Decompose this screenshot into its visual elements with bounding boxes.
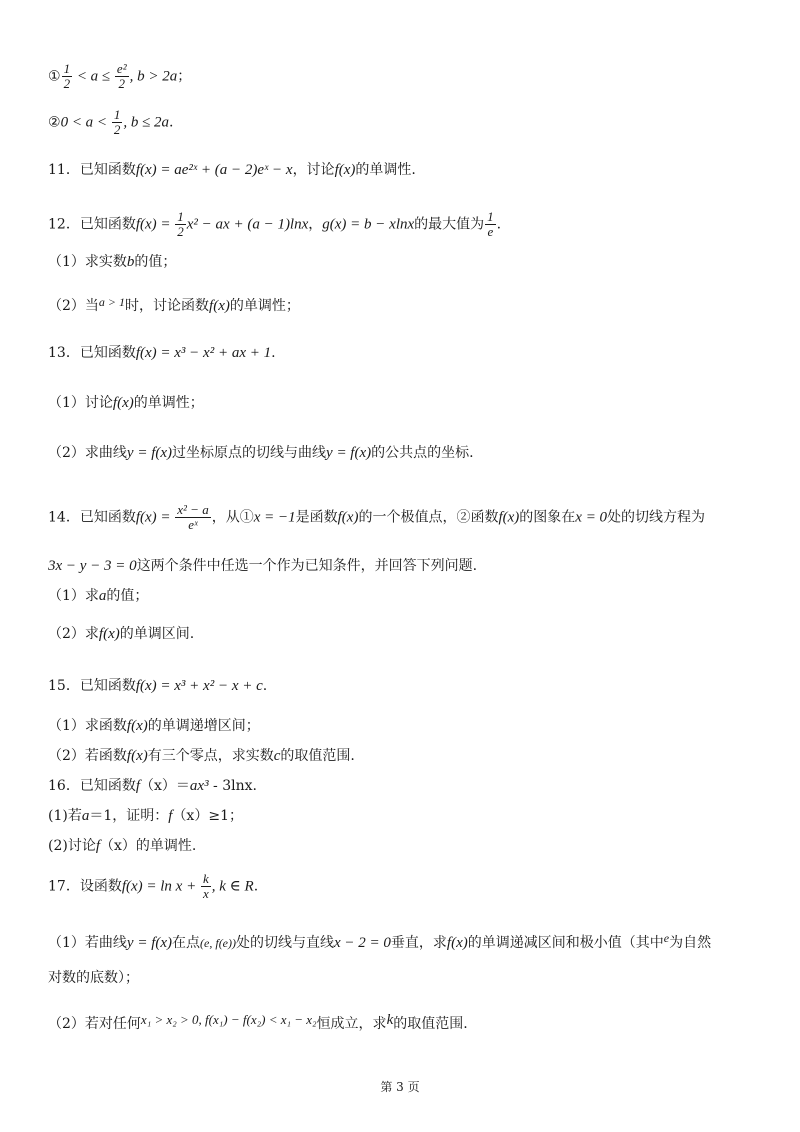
numerator: 1	[113, 107, 121, 122]
text: 16．已知函数	[48, 778, 136, 794]
math: x = 0	[575, 509, 608, 526]
math: a > 1	[98, 295, 126, 309]
circled-2: ②	[48, 114, 61, 131]
problem-15-part-1	[48, 716, 760, 736]
problem-13	[48, 343, 760, 363]
text: (2)讨论	[48, 838, 96, 854]
text: （x）的单调性.	[100, 838, 197, 854]
text: （2）若对任何	[48, 1016, 141, 1032]
math: , b ≤ 2a	[123, 114, 170, 131]
problem-16-part-1	[48, 806, 760, 826]
math: f(x)	[126, 748, 148, 764]
text: 的单调递减区间和极小值（其中	[467, 935, 664, 951]
fraction	[485, 210, 496, 239]
math: f	[168, 808, 173, 824]
text: 的图象在	[519, 509, 576, 526]
problem-17-part-1	[48, 928, 760, 953]
punct: .	[271, 345, 276, 361]
text: 的值；	[106, 588, 149, 604]
text: 的单调递增区间；	[147, 718, 260, 734]
math: < a ≤	[73, 68, 114, 85]
problem-13-part-1	[48, 393, 760, 413]
math: f(x)	[98, 626, 120, 642]
math: a	[98, 588, 107, 604]
fraction	[112, 108, 123, 137]
numerator: 1	[177, 209, 184, 224]
math: y = f(x)	[326, 445, 372, 461]
math: f(x)	[337, 509, 359, 526]
problem-15	[48, 676, 760, 696]
text: ，讨论	[292, 162, 335, 178]
text: ＝1，证明：	[89, 808, 169, 824]
text: （2）求曲线	[48, 445, 127, 461]
fraction	[175, 210, 186, 239]
math: f(x) = x³ − x² + ax + 1	[135, 345, 272, 361]
text: （1）求实数	[48, 254, 127, 270]
problem-12	[48, 210, 760, 239]
text: （x）≥1；	[172, 808, 243, 824]
numerator: 1	[63, 61, 71, 76]
math: x − 2 = 0	[334, 935, 391, 951]
text: 15．已知函数	[48, 678, 136, 694]
text: 12．已知函数	[48, 216, 136, 233]
text: 的单调性；	[229, 298, 300, 314]
math: y = f(x)	[126, 935, 173, 951]
text: 垂直，求	[390, 935, 447, 951]
text: （x）＝	[140, 778, 190, 794]
denominator: 2	[113, 122, 121, 137]
math: f(x) = ln x +	[121, 878, 200, 895]
text: （2）当	[48, 298, 99, 314]
math: , b > 2a	[129, 68, 178, 85]
circled-1: ①	[48, 68, 61, 85]
text: 14．已知函数	[48, 509, 136, 526]
numerator: x² − a	[177, 502, 209, 517]
fraction	[175, 503, 210, 532]
problem-14-cont	[48, 556, 760, 576]
math: f(x)	[126, 718, 148, 734]
math: f	[95, 838, 101, 854]
punct: .	[169, 114, 174, 131]
text: 的取值范围.	[280, 748, 355, 764]
math: 3x − y − 3 = 0	[48, 558, 137, 574]
text: 恒成立，求	[316, 1016, 387, 1032]
math: f(x) =	[135, 216, 175, 233]
text: 11．已知函数	[48, 162, 136, 178]
math: , k ∈ R	[211, 878, 254, 895]
problem-14-part-2	[48, 624, 760, 644]
denominator: 2	[118, 76, 125, 91]
math: f(x)	[334, 162, 356, 178]
text: - 3lnx.	[208, 778, 257, 794]
denominator: e	[487, 224, 494, 239]
fraction	[115, 62, 129, 91]
denominator: eˣ	[188, 517, 198, 532]
text: （2）求	[48, 626, 99, 642]
text: 17．设函数	[48, 878, 122, 895]
text: 的值；	[134, 254, 177, 270]
math: f(x)	[209, 298, 230, 314]
text: ，	[308, 216, 323, 233]
problem-16	[48, 776, 760, 796]
denominator: 2	[63, 76, 71, 91]
text: 这两个条件中任选一个作为已知条件，并回答下列问题.	[136, 558, 478, 574]
math: x² − ax + (a − 1)lnx	[186, 216, 309, 233]
page-number: 第 3 页	[380, 1080, 420, 1094]
math: f(x) =	[135, 509, 175, 526]
text: 对数的底数）；	[48, 970, 139, 986]
text: 是函数	[295, 509, 338, 526]
text: 在点	[172, 935, 201, 951]
math: a	[81, 808, 90, 824]
punct: .	[253, 878, 259, 895]
math: c	[273, 748, 281, 764]
math: f(x)	[498, 509, 520, 526]
problem-16-part-2	[48, 836, 760, 856]
text: 为自然	[669, 935, 712, 951]
text: 过坐标原点的切线与曲线	[172, 445, 327, 461]
problem-17	[48, 872, 760, 901]
problem-17-part-2	[48, 1010, 760, 1034]
problem-12-part-2	[48, 292, 760, 316]
text: 的单调性；	[133, 395, 204, 411]
problem-11	[48, 160, 760, 180]
math: 0 < a <	[60, 114, 111, 131]
math: f(x)	[112, 395, 134, 411]
text: 的公共点的坐标.	[371, 445, 474, 461]
math: y = f(x)	[126, 445, 173, 461]
numerator: e²	[116, 61, 127, 76]
text: 的单调性.	[355, 162, 416, 178]
punct: .	[496, 216, 502, 233]
math: b	[126, 254, 135, 270]
punct: .	[262, 678, 268, 694]
numerator: 1	[487, 209, 494, 224]
problem-14-part-1	[48, 586, 760, 606]
math: f(x) = ae²ˣ + (a − 2)eˣ − x	[135, 162, 293, 178]
text: （1）讨论	[48, 395, 113, 411]
text: 的最大值为	[414, 216, 485, 233]
math: f	[135, 778, 140, 794]
text: (1)若	[48, 808, 82, 824]
math: g(x) = b − xlnx	[322, 216, 415, 233]
text: 的取值范围.	[393, 1016, 468, 1032]
fraction	[62, 62, 73, 91]
denominator: x	[202, 886, 209, 901]
text: 处的切线与直线	[236, 935, 335, 951]
denominator: 2	[177, 224, 184, 239]
text: 处的切线方程为	[607, 509, 706, 526]
punct: ；	[177, 68, 192, 85]
math: ax³	[189, 778, 209, 794]
math: f(x) = x³ + x² − x + c	[135, 678, 263, 694]
math: e	[663, 931, 670, 945]
math: (e, f(e))	[200, 936, 237, 950]
condition-2	[48, 108, 760, 137]
math: f(x)	[446, 935, 468, 951]
math: x₁ > x₂ > 0, f(x₁) − f(x₂) < x₁ − x₂	[140, 1012, 317, 1027]
text: 的单调区间.	[119, 626, 195, 642]
text: （1）求函数	[48, 718, 127, 734]
problem-12-part-1	[48, 252, 760, 272]
text: 时，讨论函数	[125, 298, 210, 314]
problem-15-part-2	[48, 746, 760, 766]
text: （2）若函数	[48, 748, 127, 764]
text: ，从①	[211, 509, 254, 526]
text: 13．已知函数	[48, 345, 136, 361]
condition-1	[48, 62, 760, 91]
text: （1）求	[48, 588, 99, 604]
text: 有三个零点，求实数	[147, 748, 274, 764]
text: （1）若曲线	[48, 935, 127, 951]
problem-13-part-2	[48, 443, 760, 463]
text: 的一个极值点，②函数	[358, 509, 499, 526]
math: x = −1	[253, 509, 296, 526]
problem-14	[48, 503, 760, 532]
problem-17-part-1-cont	[48, 968, 760, 988]
fraction	[201, 872, 211, 901]
math: k	[386, 1012, 394, 1028]
numerator: k	[202, 871, 209, 886]
